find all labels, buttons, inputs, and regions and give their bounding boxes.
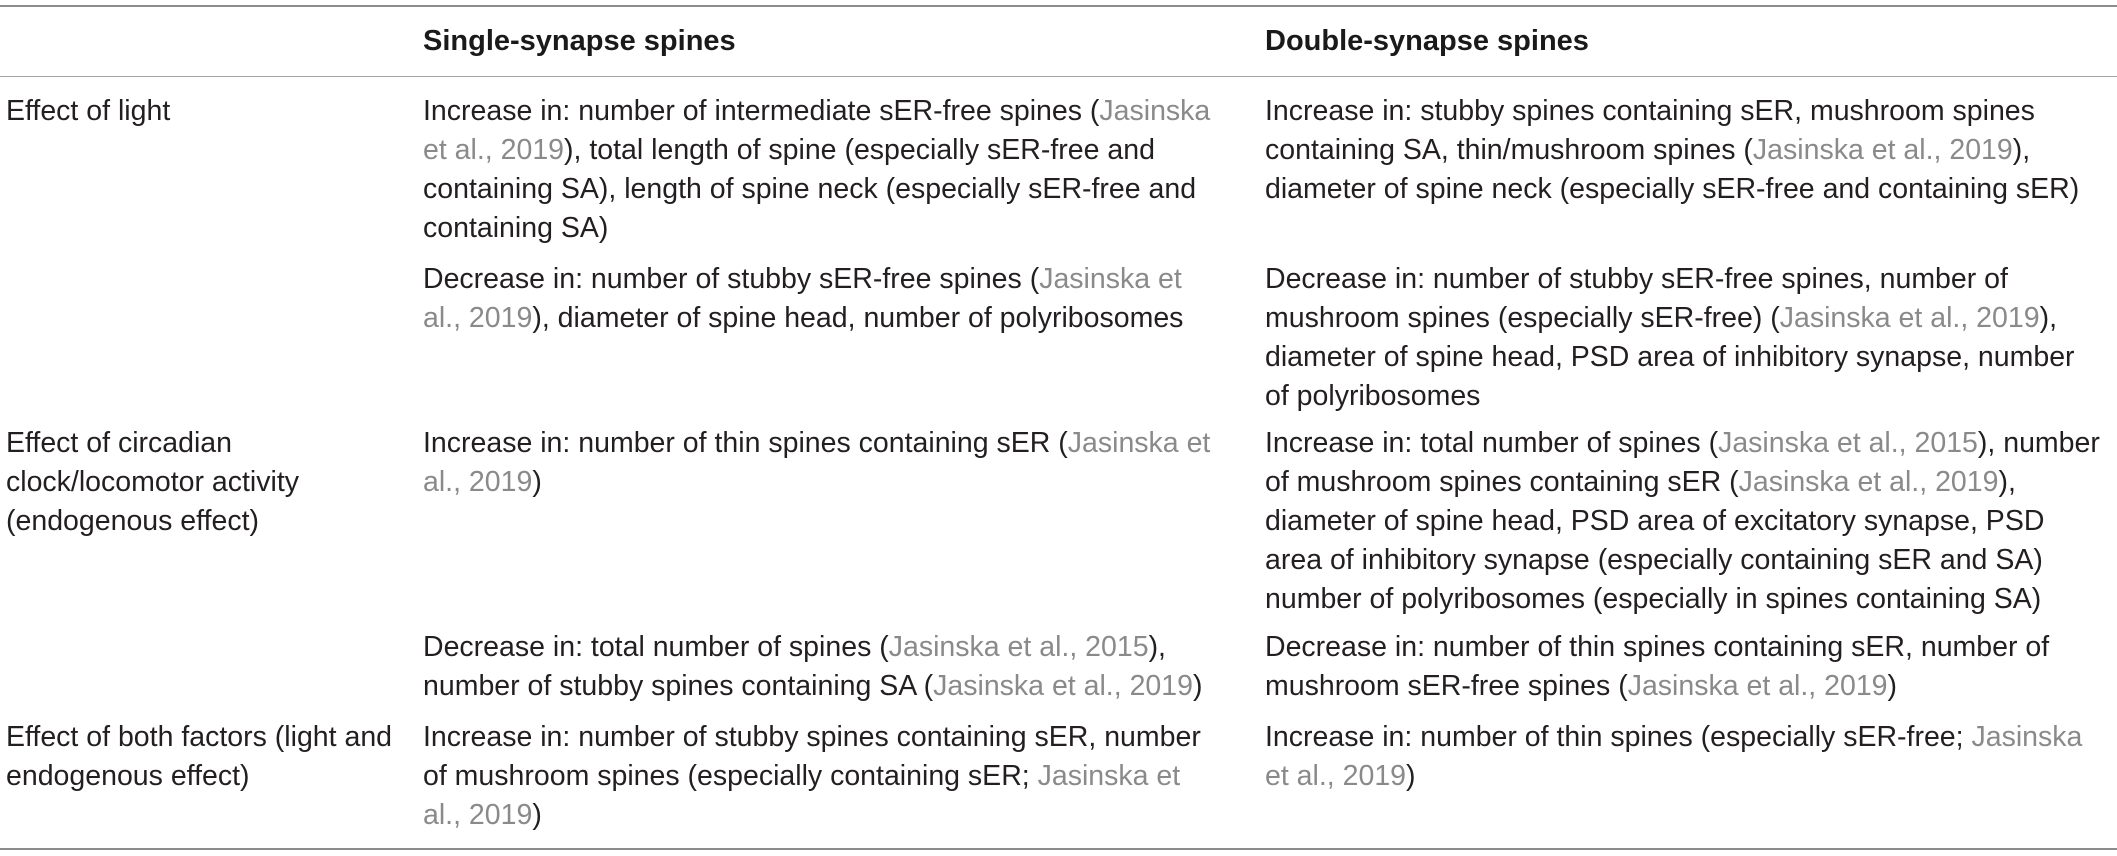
cell-text: Increase in: total number of spines ( xyxy=(1265,427,1719,459)
header-single-synapse: Single-synapse spines xyxy=(423,25,736,57)
cell-text: ), diameter of spine neck (especially sER-free and containing sER) xyxy=(1265,134,2080,205)
cell-text: ) xyxy=(1406,760,1416,792)
cell-text: ), number of mushroom spines containing sER ( xyxy=(1265,427,2100,498)
cell-text: ), diameter of spine head, number of polyribosomes xyxy=(532,302,1184,334)
cell-text: Increase in: number of thin spines containing sER ( xyxy=(423,427,1068,459)
cell-single-synapse xyxy=(423,424,1213,502)
citation-link[interactable]: Jasinska et al., 2019 xyxy=(1779,302,2040,334)
citation-link[interactable]: Jasinska et al., 2019 xyxy=(423,263,1182,334)
cell-text: Increase in: number of intermediate sER-free spines ( xyxy=(423,95,1100,127)
header-rule xyxy=(0,76,2117,77)
cell-text: Decrease in: total number of spines ( xyxy=(423,631,889,663)
citation-link[interactable]: Jasinska et al., 2019 xyxy=(1265,721,2083,792)
cell-text: ), total length of spine (especially sER-free and containing SA), length of spine neck (especially sER-free and containing SA) xyxy=(423,134,1197,244)
citation-link[interactable]: Jasinska et al., 2019 xyxy=(1752,134,2013,166)
cell-double-synapse xyxy=(1265,260,2105,416)
cell-single-synapse xyxy=(423,628,1213,706)
header-double-synapse: Double-synapse spines xyxy=(1265,25,1589,57)
cell-text: ) xyxy=(532,799,542,831)
citation-link[interactable]: Jasinska et al., 2015 xyxy=(1718,427,1978,459)
citation-link[interactable]: Jasinska et al., 2019 xyxy=(423,760,1181,831)
cell-double-synapse xyxy=(1265,92,2105,209)
cell-single-synapse xyxy=(423,92,1213,248)
cell-text: ) xyxy=(1887,670,1898,702)
citation-link[interactable]: Jasinska et al., 2019 xyxy=(1627,670,1888,702)
cell-text: Decrease in: number of stubby sER-free spines, number of mushroom spines (especially sER-free) ( xyxy=(1265,263,2008,334)
cell-double-synapse xyxy=(1265,718,2105,796)
citation-link[interactable]: Jasinska et al., 2019 xyxy=(423,95,1211,166)
cell-text: Increase in: stubby spines containing sER, mushroom spines containing SA, thin/mushroom spines ( xyxy=(1265,95,2035,166)
cell-text: ), number of stubby spines containing SA ( xyxy=(423,631,1166,702)
cell-single-synapse xyxy=(423,718,1213,835)
cell-text: Increase in: number of thin spines (especially sER-free; xyxy=(1265,721,1972,753)
table-bottom-rule xyxy=(0,848,2117,850)
cell-double-synapse xyxy=(1265,628,2105,706)
citation-link[interactable]: Jasinska et al., 2015 xyxy=(888,631,1149,663)
citation-link[interactable]: Jasinska et al., 2019 xyxy=(423,427,1211,498)
cell-text: ), diameter of spine head, PSD area of excitatory synapse, PSD area of inhibitory synapse (especially containing sER and SA) number of polyribosomes (especially in spines containing SA) xyxy=(1265,466,2045,615)
cell-text: Increase in: number of stubby spines containing sER, number of mushroom spines (especially containing sER; xyxy=(423,721,1201,792)
cell-text: ), diameter of spine head, PSD area of inhibitory synapse, number of polyribosomes xyxy=(1265,302,2075,412)
row-factor: Effect of both factors (light and endogenous effect) xyxy=(6,721,393,792)
cell-text: ) xyxy=(1192,670,1203,702)
citation-link[interactable]: Jasinska et al., 2019 xyxy=(1738,466,1999,498)
cell-text: Decrease in: number of thin spines containing sER, number of mushroom sER-free spines ( xyxy=(1265,631,2050,702)
cell-text: Decrease in: number of stubby sER-free spines ( xyxy=(423,263,1040,295)
row-factor: Effect of circadian clock/locomotor activity (endogenous effect) xyxy=(6,427,300,537)
cell-text: ) xyxy=(532,466,542,498)
citation-link[interactable]: Jasinska et al., 2019 xyxy=(933,670,1193,702)
row-factor: Effect of light xyxy=(6,95,171,127)
table-top-rule xyxy=(0,5,2117,7)
cell-single-synapse xyxy=(423,260,1213,338)
cell-double-synapse xyxy=(1265,424,2105,619)
